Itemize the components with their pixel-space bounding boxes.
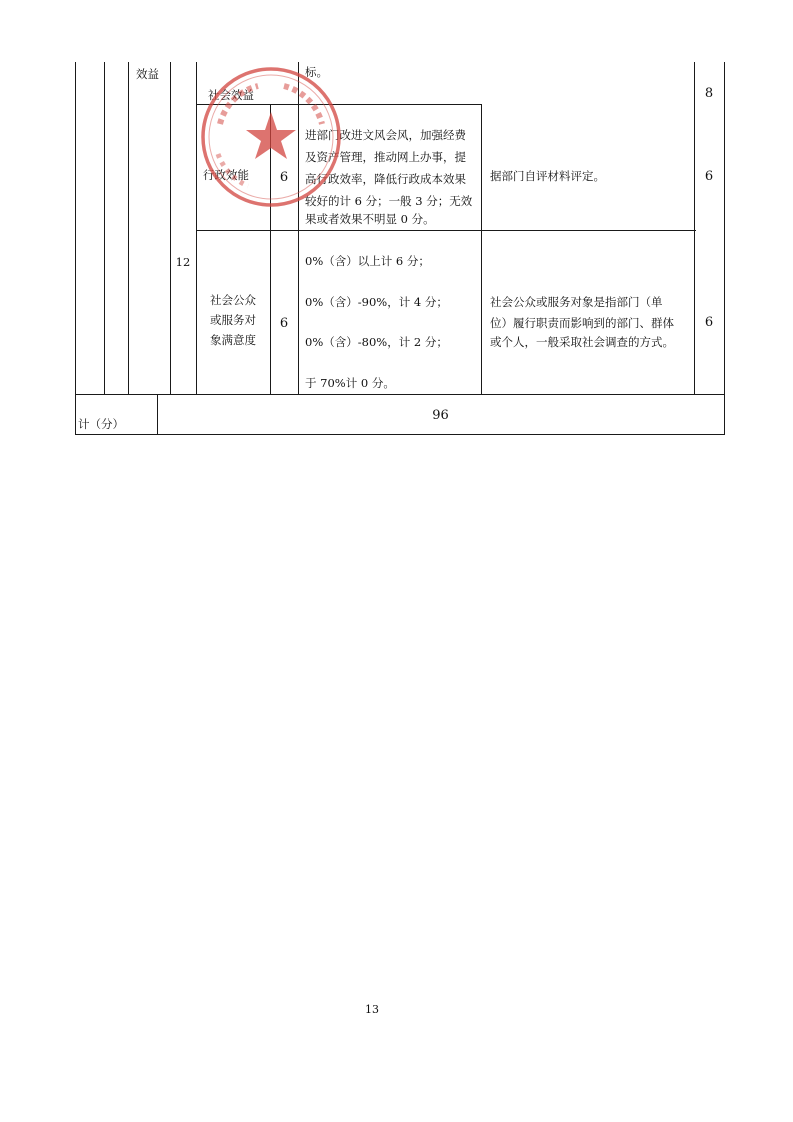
row3-method-2: 位）履行职责而影响到的部门、群体 bbox=[490, 316, 674, 330]
rule bbox=[694, 62, 695, 395]
rule bbox=[75, 62, 76, 435]
row3-desc-1: 0%（含）以上计 6 分； bbox=[305, 254, 430, 268]
row3-method-1: 社会公众或服务对象是指部门（单 bbox=[490, 295, 663, 309]
rule bbox=[196, 230, 696, 231]
row2-score: 6 bbox=[704, 169, 714, 184]
row3-desc-4: 于 70%计 0 分。 bbox=[305, 376, 395, 390]
row2-weight: 6 bbox=[279, 170, 289, 185]
seal-star bbox=[246, 112, 296, 159]
row2-desc-5: 果或者效果不明显 0 分。 bbox=[305, 212, 435, 226]
row3-indicator-2: 或服务对 bbox=[210, 313, 256, 327]
row1-score: 8 bbox=[704, 86, 714, 101]
row2-indicator: 行政效能 bbox=[203, 168, 249, 182]
rule bbox=[481, 104, 482, 395]
rule bbox=[170, 62, 171, 395]
group-weight: 12 bbox=[175, 255, 191, 269]
row2-desc-4: 较好的计 6 分；一般 3 分；无效 bbox=[305, 194, 473, 208]
row3-indicator-3: 象满意度 bbox=[210, 333, 256, 347]
rule bbox=[298, 62, 299, 395]
row3-method-3: 或个人，一般采取社会调查的方式。 bbox=[490, 335, 674, 349]
row3-score: 6 bbox=[704, 315, 714, 330]
rule bbox=[724, 62, 725, 435]
rule bbox=[104, 62, 105, 395]
row2-method: 据部门自评材料评定。 bbox=[490, 169, 605, 183]
rule bbox=[75, 434, 725, 435]
row1-desc: 标。 bbox=[305, 65, 328, 79]
category-label: 效益 bbox=[136, 67, 159, 81]
seal-arc-marks bbox=[284, 86, 322, 124]
total-label: 计（分） bbox=[78, 417, 124, 431]
page-number: 13 bbox=[365, 1003, 379, 1016]
row3-desc-2: 0%（含）-90%，计 4 分； bbox=[305, 295, 448, 309]
rule bbox=[270, 104, 271, 395]
row3-weight: 6 bbox=[279, 316, 289, 331]
row2-desc-3: 高行政效率，降低行政成本效果 bbox=[305, 172, 466, 186]
total-value: 96 bbox=[432, 408, 449, 423]
rule bbox=[128, 62, 129, 395]
row1-indicator: 社会效益 bbox=[208, 88, 254, 102]
row2-desc-2: 及资产管理，推动网上办事，提 bbox=[305, 150, 466, 164]
rule bbox=[75, 394, 725, 395]
row3-indicator-1: 社会公众 bbox=[210, 293, 256, 307]
row3-desc-3: 0%（含）-80%，计 2 分； bbox=[305, 335, 448, 349]
row2-desc-1: 进部门改进文风会风，加强经费 bbox=[305, 128, 466, 142]
